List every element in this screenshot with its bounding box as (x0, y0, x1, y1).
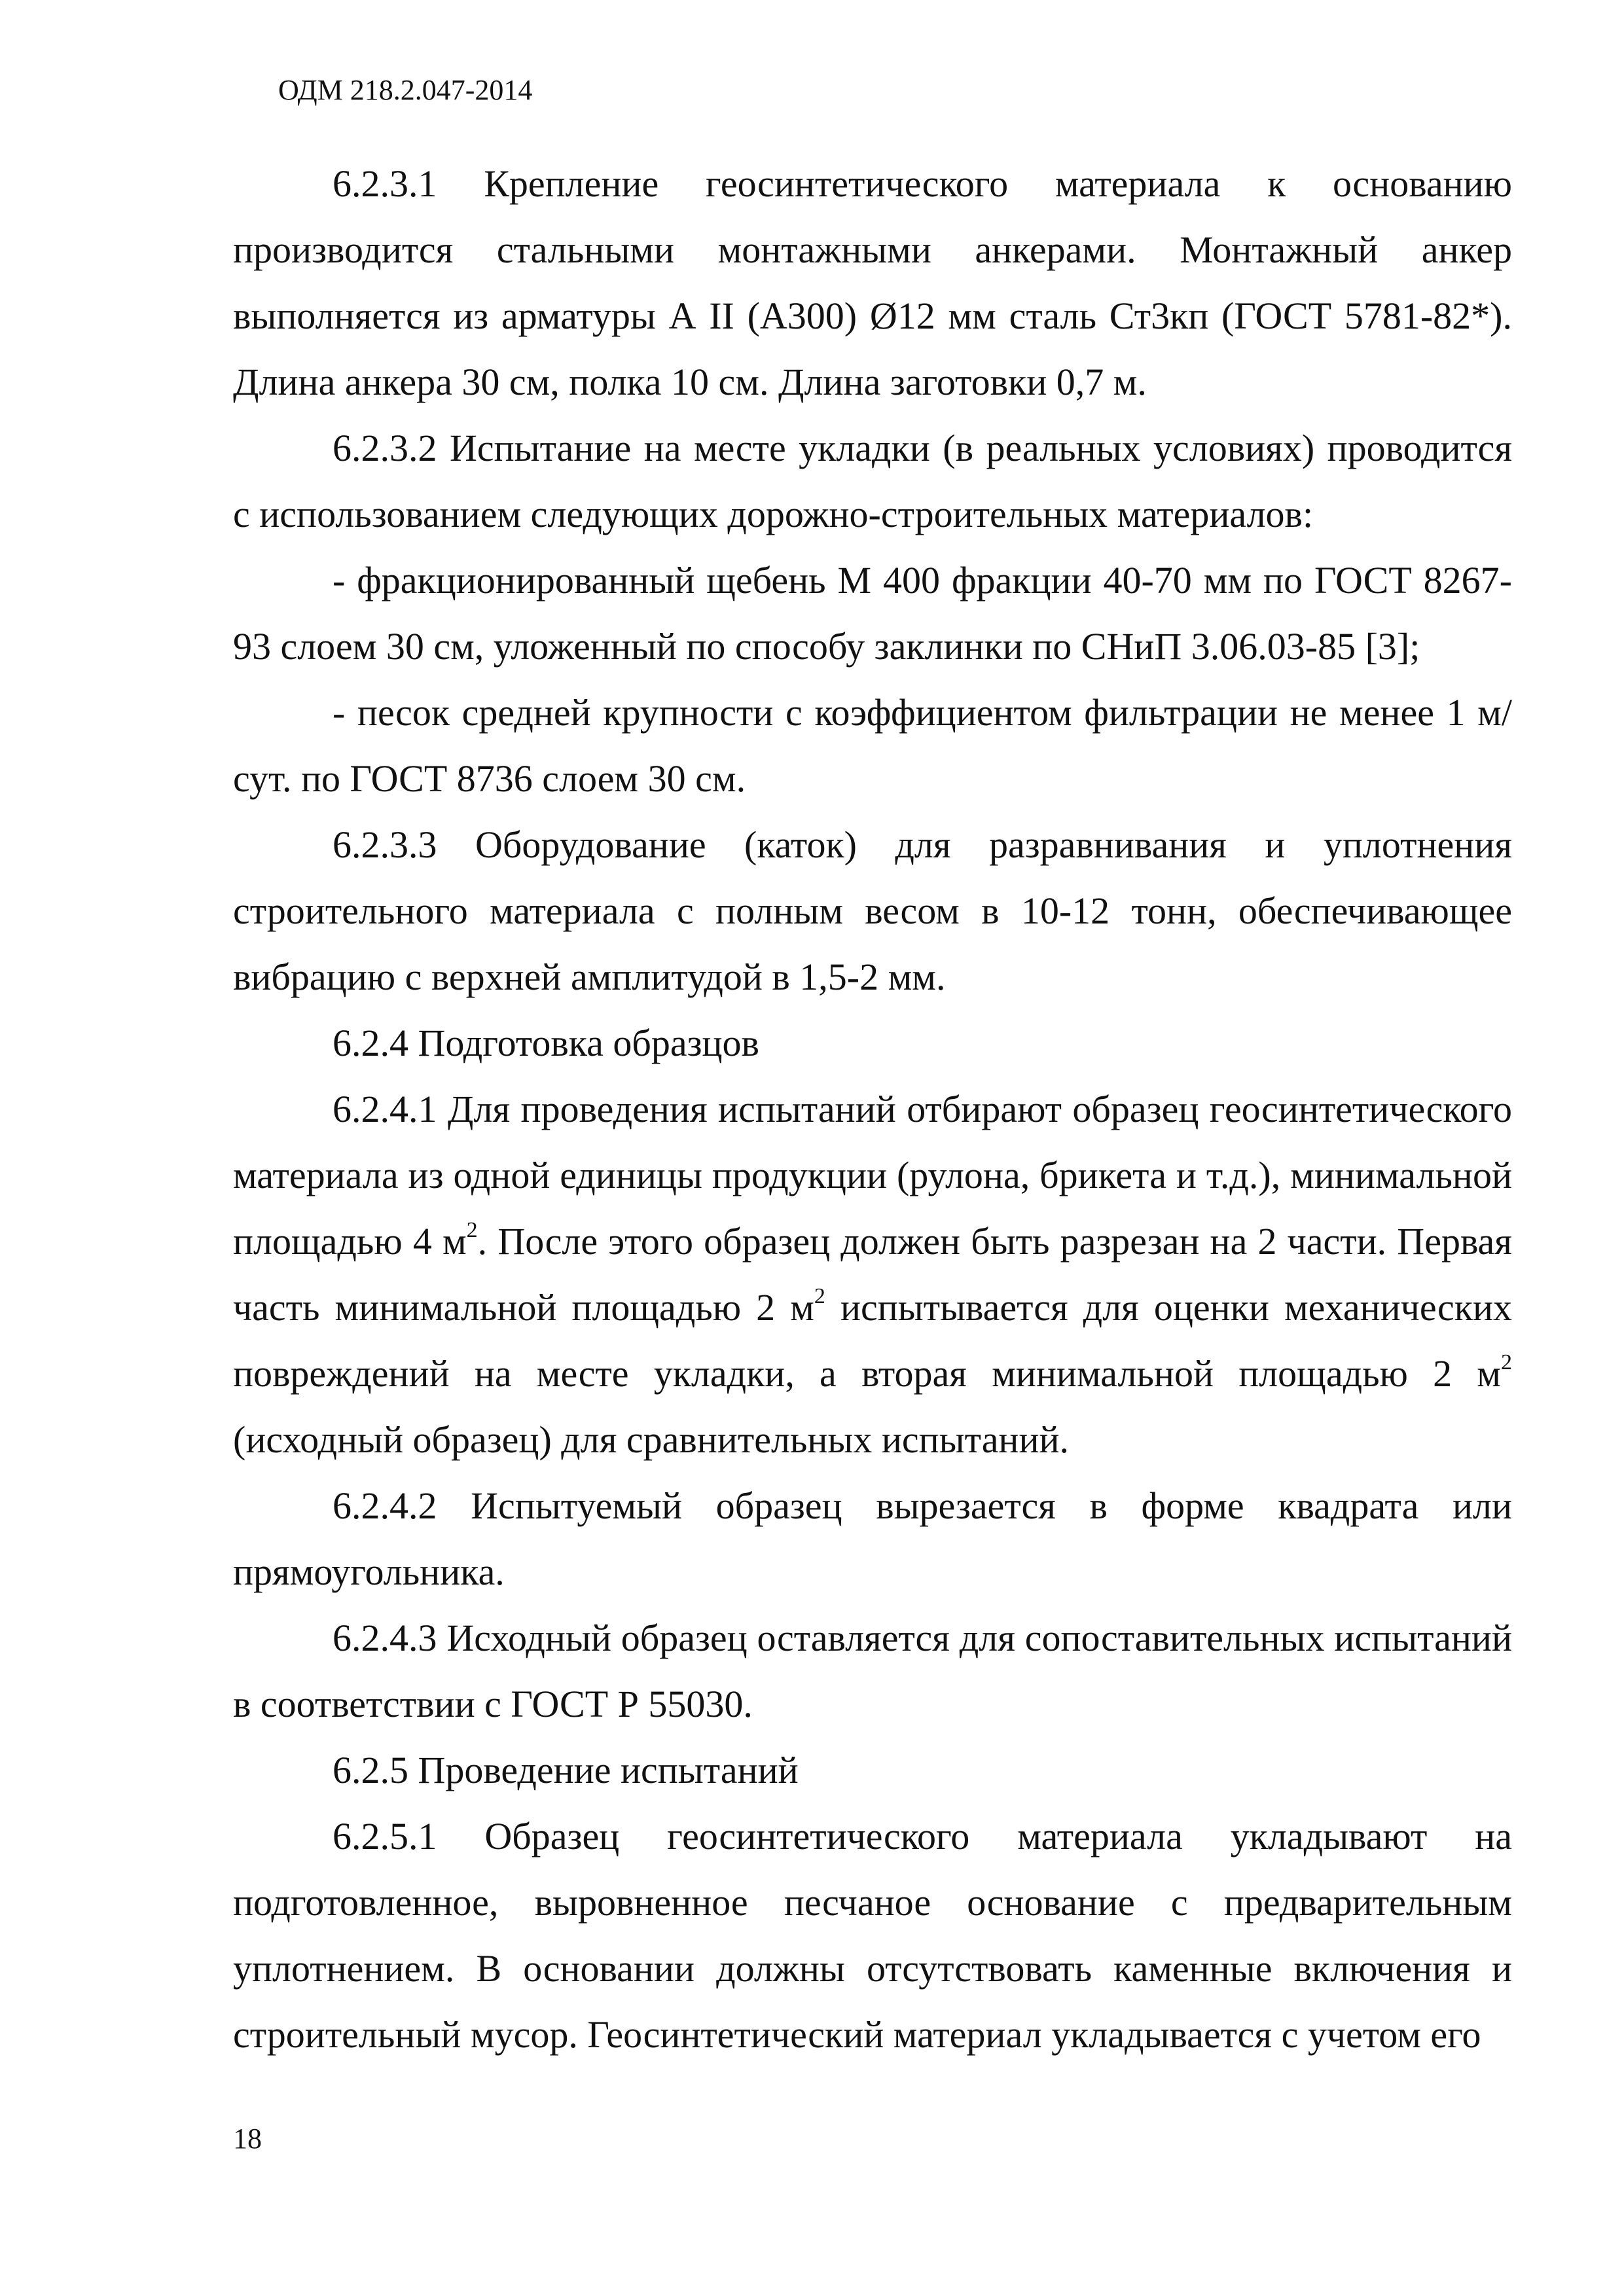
superscript-2: 2 (466, 1218, 478, 1242)
paragraph-6-2-3-3: 6.2.3.3 Оборудование (каток) для разравнивания и уплотнения строительного материала с полным весом в 10-12 тонн, обеспечивающее вибрацию с верхней амплитудой в 1,5-2 мм. (233, 823, 1512, 998)
paragraph-6-2-4-3: 6.2.4.3 Исходный образец оставляется для сопоставительных испытаний в соответствии с ГОСТ Р 55030. (233, 1617, 1512, 1725)
paragraph-6-2-4-1-part-2: . После этого образец должен быть разрезан на 2 части. Первая часть минимальной площадью 2 м (233, 1220, 1512, 1329)
paragraph-6-2-4-1 (233, 1076, 1512, 1473)
paragraph-6-2-4-1-part-4: (исходный образец) для сравнительных испытаний. (233, 1418, 1070, 1461)
list-item-crushed-stone: - фракционированный щебень М 400 фракции 40-70 мм по ГОСТ 8267-93 слоем 30 см, уложенный по способу заклинки по СНиП 3.06.03-85 [3]; (233, 559, 1512, 668)
body-text (233, 151, 1512, 2068)
section-heading-6-2-4: 6.2.4 Подготовка образцов (333, 1022, 759, 1064)
superscript-2: 2 (814, 1284, 825, 1308)
section-heading-6-2-5: 6.2.5 Проведение испытаний (333, 1749, 799, 1791)
paragraph-6-2-4-1-part-1: 6.2.4.1 Для проведения испытаний отбирают образец геосинтетического материала из одной единицы продукции (рулона, брикета и т.д.), минимальной площадью 4 м (233, 1088, 1512, 1263)
paragraph-6-2-3-2: 6.2.3.2 Испытание на месте укладки (в реальных условиях) проводится с использованием следующих дорожно-строительных материалов: (233, 427, 1512, 535)
superscript-2: 2 (1501, 1350, 1512, 1374)
running-header-doc-code: ОДМ 218.2.047-2014 (278, 74, 533, 106)
paragraph-6-2-4-2: 6.2.4.2 Испытуемый образец вырезается в форме квадрата или прямоугольника. (233, 1484, 1512, 1593)
paragraph-6-2-4-1-part-3: испытывается для оценки механических повреждений на месте укладки, а вторая минимальной площадью 2 м (233, 1286, 1513, 1395)
paragraph-6-2-3-1: 6.2.3.1 Крепление геосинтетического материала к основанию производится стальными монтажными анкерами. Монтажный анкер выполняется из арматуры А II (А300) Ø12 мм сталь Ст3кп (ГОСТ 5781-82*). Длина анкера 30 см, полка 10 см. Длина заготовки 0,7 м. (233, 162, 1512, 403)
page-number: 18 (233, 2123, 262, 2155)
paragraph-6-2-5-1: 6.2.5.1 Образец геосинтетического материала укладывают на подготовленное, выровненное песчаное основание с предварительным уплотнением. В основании должны отсутствовать каменные включения и строительный мусор. Геосинтетический материал укладывается с учетом его (233, 1815, 1512, 2056)
list-item-sand: - песок средней крупности с коэффициентом фильтрации не менее 1 м/сут. по ГОСТ 8736 слоем 30 см. (233, 691, 1512, 800)
